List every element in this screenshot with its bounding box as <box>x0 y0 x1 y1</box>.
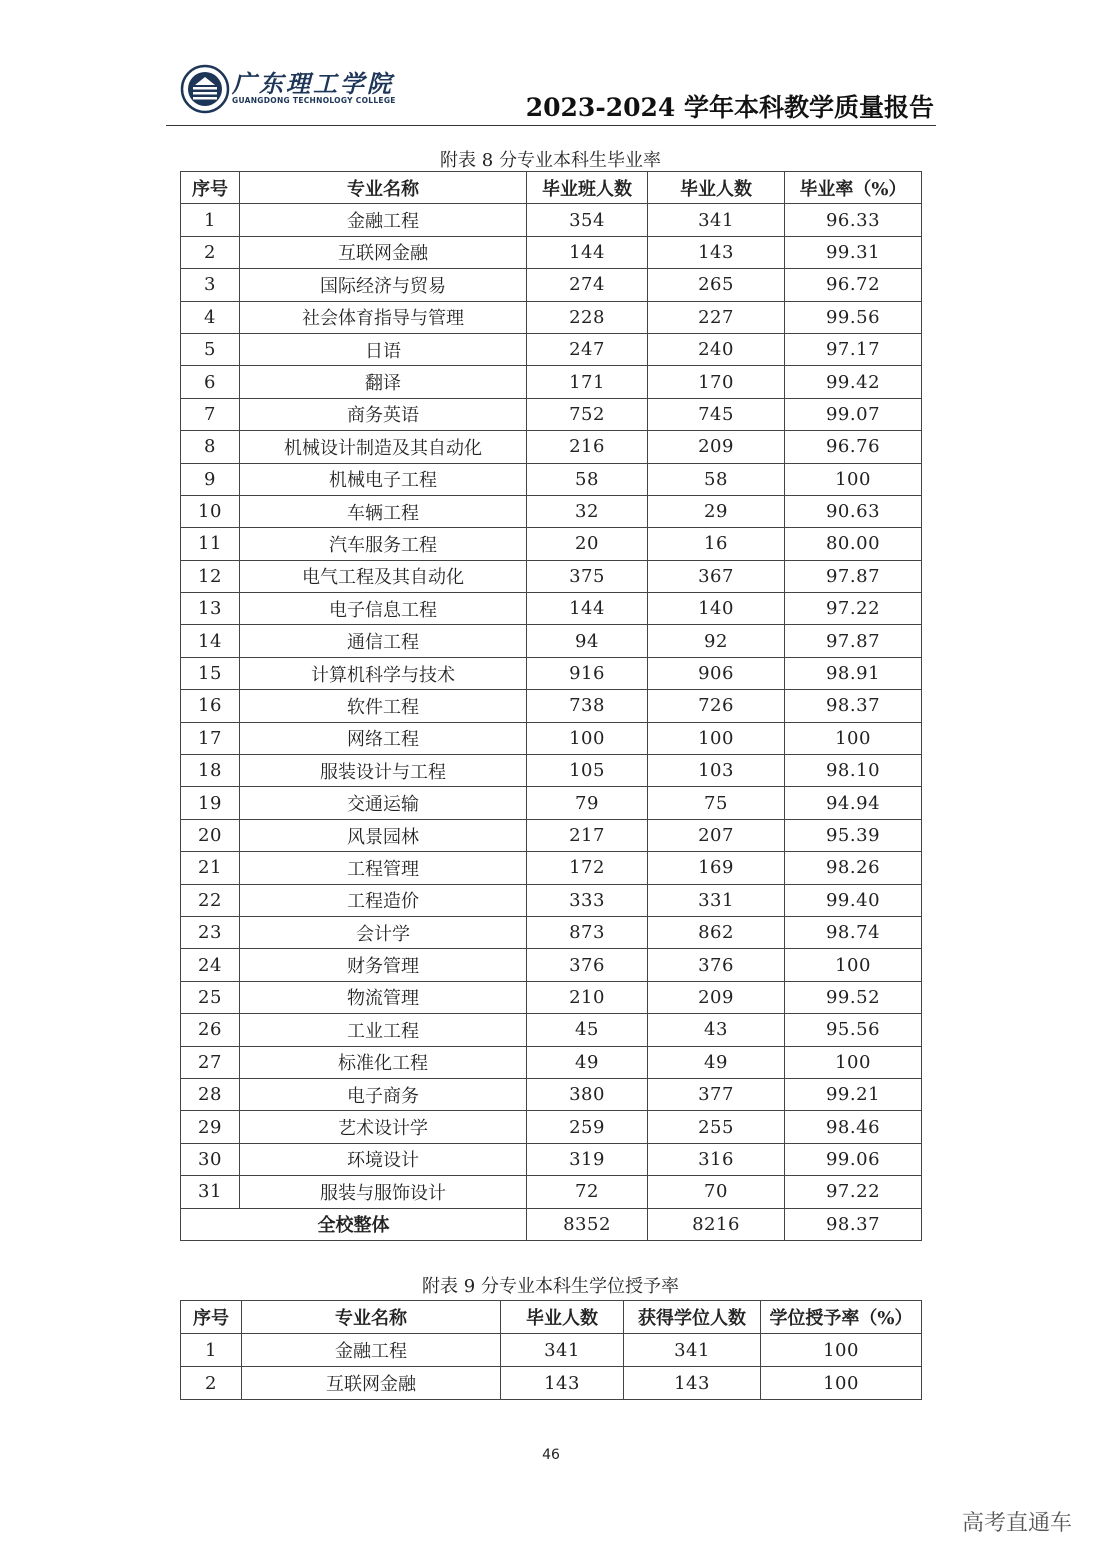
cell-index: 17 <box>181 722 240 754</box>
cell-graduates: 862 <box>648 916 785 948</box>
cell-class-count: 20 <box>527 528 648 560</box>
col-rate-header: 毕业率（%） <box>785 172 922 204</box>
cell-index: 15 <box>181 657 240 689</box>
cell-graduates: 367 <box>648 560 785 592</box>
cell-index: 16 <box>181 690 240 722</box>
cell-graduates: 58 <box>648 463 785 495</box>
col-class-count-header: 毕业班人数 <box>527 172 648 204</box>
cell-graduates: 170 <box>648 366 785 398</box>
table-row <box>181 528 922 560</box>
cell-class-count: 375 <box>527 560 648 592</box>
cell-class-count: 738 <box>527 690 648 722</box>
cell-rate: 99.31 <box>785 236 922 268</box>
cell-rate: 99.07 <box>785 398 922 430</box>
cell-major: 物流管理 <box>240 981 527 1013</box>
cell-class-count: 319 <box>527 1143 648 1175</box>
cell-index: 22 <box>181 884 240 916</box>
col-major-header: 专业名称 <box>240 172 527 204</box>
report-title: 2023-2024 学年本科教学质量报告 <box>525 93 934 122</box>
cell-rate: 98.37 <box>785 690 922 722</box>
cell-index: 21 <box>181 852 240 884</box>
cell-index: 12 <box>181 560 240 592</box>
table-row <box>181 852 922 884</box>
cell-rate: 99.42 <box>785 366 922 398</box>
cell-class-count: 72 <box>527 1176 648 1208</box>
cell-major: 车辆工程 <box>240 495 527 527</box>
cell-major: 风景园林 <box>240 819 527 851</box>
cell-rate: 98.91 <box>785 657 922 689</box>
table9-caption: 附表 9 分专业本科生学位授予率 <box>422 1276 679 1297</box>
cell-major: 金融工程 <box>240 204 527 236</box>
table-row <box>181 560 922 592</box>
table-row <box>181 625 922 657</box>
cell-major: 工程管理 <box>240 852 527 884</box>
cell-graduates: 726 <box>648 690 785 722</box>
cell-major: 互联网金融 <box>242 1367 501 1400</box>
cell-class-count: 105 <box>527 755 648 787</box>
cell-index: 13 <box>181 593 240 625</box>
cell-graduates: 140 <box>648 593 785 625</box>
total-graduates: 8216 <box>648 1208 785 1240</box>
college-logo-icon <box>180 64 230 114</box>
cell-class-count: 171 <box>527 366 648 398</box>
cell-index: 28 <box>181 1078 240 1110</box>
cell-class-count: 45 <box>527 1014 648 1046</box>
cell-rate: 100 <box>785 1046 922 1078</box>
cell-degree-rate: 100 <box>761 1367 922 1400</box>
cell-index: 1 <box>181 204 240 236</box>
table-row <box>181 1334 922 1367</box>
col-graduates-header: 毕业人数 <box>648 172 785 204</box>
cell-class-count: 144 <box>527 236 648 268</box>
cell-index: 25 <box>181 981 240 1013</box>
cell-major: 服装设计与工程 <box>240 755 527 787</box>
cell-class-count: 100 <box>527 722 648 754</box>
cell-major: 翻译 <box>240 366 527 398</box>
cell-graduates: 906 <box>648 657 785 689</box>
total-label: 全校整体 <box>181 1208 527 1240</box>
cell-rate: 98.74 <box>785 916 922 948</box>
table-row <box>181 916 922 948</box>
cell-major: 工程造价 <box>240 884 527 916</box>
col-index-header: 序号 <box>181 172 240 204</box>
table-header-row <box>181 1301 922 1334</box>
cell-index: 24 <box>181 949 240 981</box>
cell-index: 4 <box>181 301 240 333</box>
cell-rate: 97.87 <box>785 625 922 657</box>
watermark: 高考直通车 <box>961 1511 1072 1536</box>
cell-degree-count: 341 <box>624 1334 761 1367</box>
cell-major: 机械电子工程 <box>240 463 527 495</box>
cell-index: 30 <box>181 1143 240 1175</box>
table-row <box>181 398 922 430</box>
cell-graduates: 100 <box>648 722 785 754</box>
total-row <box>181 1208 922 1240</box>
table-row <box>181 1367 922 1400</box>
cell-major: 国际经济与贸易 <box>240 269 527 301</box>
cell-class-count: 259 <box>527 1111 648 1143</box>
cell-major: 电气工程及其自动化 <box>240 560 527 592</box>
table-row <box>181 431 922 463</box>
col-index-header: 序号 <box>181 1301 242 1334</box>
table-row <box>181 949 922 981</box>
cell-class-count: 228 <box>527 301 648 333</box>
cell-graduates: 207 <box>648 819 785 851</box>
cell-major: 电子商务 <box>240 1078 527 1110</box>
cell-index: 18 <box>181 755 240 787</box>
table8-caption: 附表 8 分专业本科生毕业率 <box>440 150 661 171</box>
cell-major: 商务英语 <box>240 398 527 430</box>
cell-major: 会计学 <box>240 916 527 948</box>
cell-index: 29 <box>181 1111 240 1143</box>
cell-major: 机械设计制造及其自动化 <box>240 431 527 463</box>
cell-major: 电子信息工程 <box>240 593 527 625</box>
table-row <box>181 1046 922 1078</box>
cell-index: 3 <box>181 269 240 301</box>
table-row <box>181 787 922 819</box>
cell-index: 2 <box>181 1367 242 1400</box>
table-row <box>181 366 922 398</box>
cell-class-count: 210 <box>527 981 648 1013</box>
cell-graduates: 143 <box>648 236 785 268</box>
cell-rate: 97.22 <box>785 1176 922 1208</box>
cell-index: 7 <box>181 398 240 430</box>
cell-rate: 90.63 <box>785 495 922 527</box>
table-row <box>181 463 922 495</box>
cell-graduates: 240 <box>648 333 785 365</box>
cell-class-count: 49 <box>527 1046 648 1078</box>
cell-class-count: 274 <box>527 269 648 301</box>
cell-major: 日语 <box>240 333 527 365</box>
table-row <box>181 657 922 689</box>
cell-index: 9 <box>181 463 240 495</box>
cell-index: 2 <box>181 236 240 268</box>
table-row <box>181 236 922 268</box>
cell-graduates: 227 <box>648 301 785 333</box>
cell-major: 工业工程 <box>240 1014 527 1046</box>
table-row <box>181 819 922 851</box>
cell-class-count: 247 <box>527 333 648 365</box>
cell-major: 软件工程 <box>240 690 527 722</box>
cell-class-count: 752 <box>527 398 648 430</box>
cell-major: 社会体育指导与管理 <box>240 301 527 333</box>
cell-class-count: 380 <box>527 1078 648 1110</box>
cell-rate: 98.10 <box>785 755 922 787</box>
table-row <box>181 1014 922 1046</box>
cell-major: 金融工程 <box>242 1334 501 1367</box>
cell-rate: 99.06 <box>785 1143 922 1175</box>
col-graduates-header: 毕业人数 <box>501 1301 624 1334</box>
cell-major: 服装与服饰设计 <box>240 1176 527 1208</box>
cell-index: 11 <box>181 528 240 560</box>
cell-rate: 99.56 <box>785 301 922 333</box>
cell-rate: 100 <box>785 722 922 754</box>
cell-index: 14 <box>181 625 240 657</box>
cell-index: 10 <box>181 495 240 527</box>
cell-graduates: 92 <box>648 625 785 657</box>
cell-rate: 99.40 <box>785 884 922 916</box>
col-degree-count-header: 获得学位人数 <box>624 1301 761 1334</box>
cell-rate: 80.00 <box>785 528 922 560</box>
cell-index: 5 <box>181 333 240 365</box>
cell-index: 19 <box>181 787 240 819</box>
cell-graduates: 29 <box>648 495 785 527</box>
cell-graduates: 341 <box>648 204 785 236</box>
cell-index: 23 <box>181 916 240 948</box>
cell-graduates: 255 <box>648 1111 785 1143</box>
cell-rate: 95.56 <box>785 1014 922 1046</box>
cell-graduates: 75 <box>648 787 785 819</box>
cell-class-count: 376 <box>527 949 648 981</box>
cell-major: 计算机科学与技术 <box>240 657 527 689</box>
page-number: 46 <box>542 1447 560 1463</box>
cell-graduates: 43 <box>648 1014 785 1046</box>
cell-rate: 98.26 <box>785 852 922 884</box>
cell-index: 26 <box>181 1014 240 1046</box>
cell-rate: 96.72 <box>785 269 922 301</box>
cell-index: 31 <box>181 1176 240 1208</box>
cell-graduates: 103 <box>648 755 785 787</box>
cell-rate: 97.22 <box>785 593 922 625</box>
cell-graduates: 209 <box>648 431 785 463</box>
table-row <box>181 1078 922 1110</box>
cell-major: 通信工程 <box>240 625 527 657</box>
cell-major: 标准化工程 <box>240 1046 527 1078</box>
table8-body <box>181 204 922 1208</box>
cell-major: 交通运输 <box>240 787 527 819</box>
header-divider <box>166 125 936 126</box>
cell-graduates: 331 <box>648 884 785 916</box>
cell-major: 艺术设计学 <box>240 1111 527 1143</box>
table-row <box>181 755 922 787</box>
table-row <box>181 269 922 301</box>
cell-graduates: 745 <box>648 398 785 430</box>
table-row <box>181 593 922 625</box>
table-row <box>181 301 922 333</box>
table-row <box>181 981 922 1013</box>
cell-rate: 96.33 <box>785 204 922 236</box>
cell-rate: 99.52 <box>785 981 922 1013</box>
cell-graduates: 377 <box>648 1078 785 1110</box>
cell-degree-rate: 100 <box>761 1334 922 1367</box>
cell-index: 6 <box>181 366 240 398</box>
cell-rate: 96.76 <box>785 431 922 463</box>
cell-index: 20 <box>181 819 240 851</box>
total-rate: 98.37 <box>785 1208 922 1240</box>
cell-rate: 97.87 <box>785 560 922 592</box>
table-row <box>181 884 922 916</box>
cell-rate: 100 <box>785 463 922 495</box>
table-row <box>181 1143 922 1175</box>
table-row <box>181 333 922 365</box>
cell-graduates: 169 <box>648 852 785 884</box>
cell-graduates: 70 <box>648 1176 785 1208</box>
cell-class-count: 58 <box>527 463 648 495</box>
degree-rate-table <box>180 1300 922 1400</box>
cell-class-count: 79 <box>527 787 648 819</box>
cell-class-count: 172 <box>527 852 648 884</box>
cell-degree-count: 143 <box>624 1367 761 1400</box>
cell-rate: 94.94 <box>785 787 922 819</box>
cell-graduates: 49 <box>648 1046 785 1078</box>
table-row <box>181 722 922 754</box>
graduation-rate-table <box>180 171 922 1241</box>
cell-index: 1 <box>181 1334 242 1367</box>
cell-graduates: 341 <box>501 1334 624 1367</box>
cell-class-count: 216 <box>527 431 648 463</box>
cell-graduates: 376 <box>648 949 785 981</box>
cell-major: 财务管理 <box>240 949 527 981</box>
total-class-count: 8352 <box>527 1208 648 1240</box>
cell-major: 汽车服务工程 <box>240 528 527 560</box>
cell-rate: 97.17 <box>785 333 922 365</box>
cell-class-count: 32 <box>527 495 648 527</box>
cell-class-count: 916 <box>527 657 648 689</box>
page-header <box>166 58 936 126</box>
table-row <box>181 1176 922 1208</box>
cell-major: 网络工程 <box>240 722 527 754</box>
cell-class-count: 217 <box>527 819 648 851</box>
table-row <box>181 690 922 722</box>
cell-class-count: 873 <box>527 916 648 948</box>
cell-major: 互联网金融 <box>240 236 527 268</box>
cell-rate: 95.39 <box>785 819 922 851</box>
college-name-en: GUANGDONG TECHNOLOGY COLLEGE <box>232 96 396 105</box>
college-name-cn: 广东理工学院 <box>232 69 394 98</box>
col-major-header: 专业名称 <box>242 1301 501 1334</box>
cell-rate: 98.46 <box>785 1111 922 1143</box>
cell-rate: 100 <box>785 949 922 981</box>
cell-graduates: 209 <box>648 981 785 1013</box>
cell-graduates: 143 <box>501 1367 624 1400</box>
col-degree-rate-header: 学位授予率（%） <box>761 1301 922 1334</box>
table9-body <box>181 1334 922 1400</box>
cell-index: 27 <box>181 1046 240 1078</box>
table-row <box>181 1111 922 1143</box>
cell-graduates: 16 <box>648 528 785 560</box>
cell-graduates: 265 <box>648 269 785 301</box>
cell-rate: 99.21 <box>785 1078 922 1110</box>
cell-class-count: 144 <box>527 593 648 625</box>
table-header-row <box>181 172 922 204</box>
cell-major: 环境设计 <box>240 1143 527 1175</box>
table-row <box>181 495 922 527</box>
cell-graduates: 316 <box>648 1143 785 1175</box>
cell-class-count: 333 <box>527 884 648 916</box>
cell-class-count: 94 <box>527 625 648 657</box>
cell-class-count: 354 <box>527 204 648 236</box>
table-row <box>181 204 922 236</box>
cell-index: 8 <box>181 431 240 463</box>
